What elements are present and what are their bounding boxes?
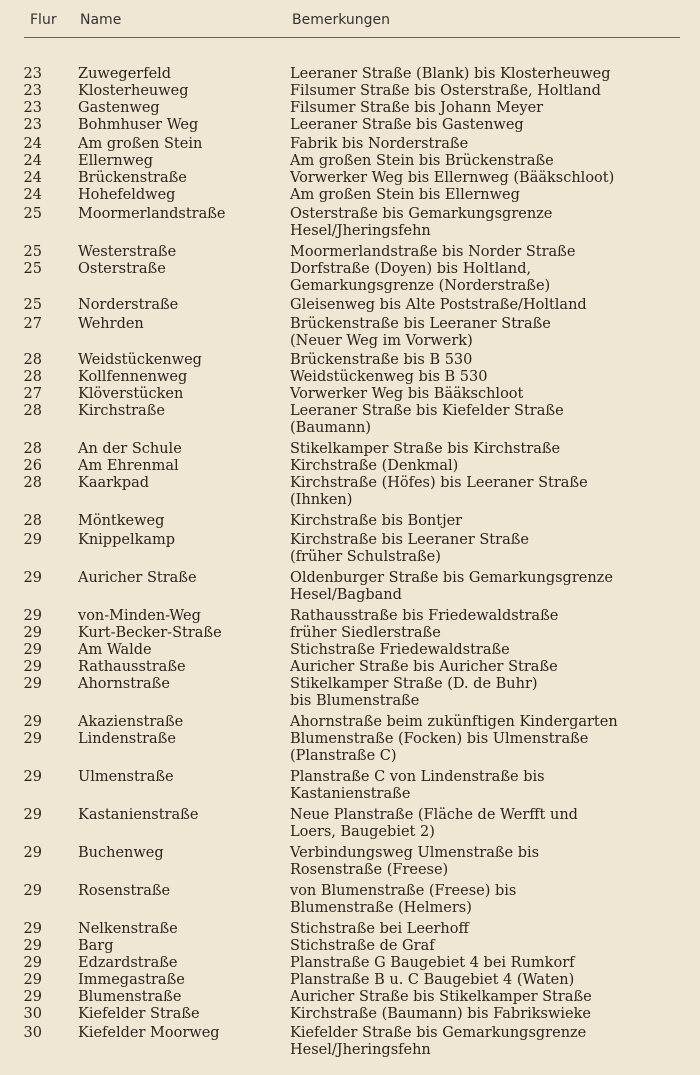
remarks-cell bbox=[290, 117, 690, 134]
table-row bbox=[0, 807, 700, 841]
remarks-line: Am großen Stein bis Brückenstraße bbox=[290, 153, 554, 169]
remarks-cell bbox=[290, 570, 690, 604]
remarks-line: Ahornstraße beim zukünftigen Kindergarten bbox=[290, 714, 618, 730]
street-name-cell: Kaarkpad bbox=[78, 475, 150, 491]
street-name-cell: An der Schule bbox=[78, 441, 182, 457]
table-row bbox=[0, 136, 700, 153]
remarks-line: Brückenstraße bis Leeraner Straße bbox=[290, 316, 551, 332]
street-name-cell: Norderstraße bbox=[78, 297, 179, 313]
remarks-cell bbox=[290, 369, 690, 386]
remarks-line: Leeraner Straße bis Gastenweg bbox=[290, 117, 524, 133]
header-flur: Flur bbox=[30, 12, 57, 28]
table-row bbox=[0, 458, 700, 475]
table-row bbox=[0, 955, 700, 972]
flur-cell: 23 bbox=[23, 66, 42, 82]
street-name-cell: Moormerlandstraße bbox=[78, 206, 226, 222]
remarks-cell bbox=[290, 66, 690, 83]
table-row bbox=[0, 441, 700, 458]
table-row bbox=[0, 1006, 700, 1023]
table-row bbox=[0, 170, 700, 187]
remarks-cell bbox=[290, 153, 690, 170]
flur-cell: 27 bbox=[23, 316, 42, 332]
flur-cell: 29 bbox=[23, 845, 42, 861]
flur-cell: 29 bbox=[23, 642, 42, 658]
table-row bbox=[0, 352, 700, 369]
street-name-cell: Gastenweg bbox=[78, 100, 160, 116]
remarks-line: Gleisenweg bis Alte Poststraße/Holtland bbox=[290, 297, 587, 313]
flur-cell: 26 bbox=[23, 458, 42, 474]
flur-cell: 29 bbox=[23, 938, 42, 954]
street-name-cell: Rathausstraße bbox=[78, 659, 186, 675]
table-row bbox=[0, 117, 700, 134]
flur-cell: 25 bbox=[23, 297, 42, 313]
remarks-cell bbox=[290, 714, 690, 731]
flur-cell: 28 bbox=[23, 403, 42, 419]
table-row bbox=[0, 845, 700, 879]
remarks-line: Leeraner Straße (Blank) bis Klosterheuweg bbox=[290, 66, 611, 82]
street-name-cell: Brückenstraße bbox=[78, 170, 187, 186]
remarks-line: Kirchstraße bis Leeraner Straße bbox=[290, 532, 529, 548]
table-row bbox=[0, 475, 700, 509]
remarks-line: (Ihnken) bbox=[290, 492, 353, 508]
flur-cell: 29 bbox=[23, 807, 42, 823]
street-name-cell: Weidstückenweg bbox=[78, 352, 202, 368]
street-name-cell: Osterstraße bbox=[78, 261, 166, 277]
remarks-line: Loers, Baugebiet 2) bbox=[290, 824, 435, 840]
remarks-line: (Baumann) bbox=[290, 420, 372, 436]
table-row bbox=[0, 731, 700, 765]
remarks-cell bbox=[290, 883, 690, 917]
remarks-line: Hesel/Jheringsfehn bbox=[290, 223, 431, 239]
street-name-cell: von-Minden-Weg bbox=[78, 608, 201, 624]
table-row bbox=[0, 676, 700, 710]
remarks-line: Filsumer Straße bis Osterstraße, Holtland bbox=[290, 83, 601, 99]
flur-cell: 29 bbox=[23, 532, 42, 548]
street-name-cell: Buchenweg bbox=[78, 845, 164, 861]
street-name-cell: Ellernweg bbox=[78, 153, 153, 169]
table-row bbox=[0, 769, 700, 803]
remarks-line: Vorwerker Weg bis Ellernweg (Bääkschloot) bbox=[290, 170, 615, 186]
street-name-cell: Auricher Straße bbox=[78, 570, 197, 586]
flur-cell: 29 bbox=[23, 921, 42, 937]
flur-cell: 29 bbox=[23, 989, 42, 1005]
remarks-line: früher Siedlerstraße bbox=[290, 625, 441, 641]
flur-cell: 29 bbox=[23, 955, 42, 971]
street-name-cell: Möntkeweg bbox=[78, 513, 165, 529]
table-row bbox=[0, 659, 700, 676]
remarks-line: Kastanienstraße bbox=[290, 786, 411, 802]
flur-cell: 27 bbox=[23, 386, 42, 402]
table-row bbox=[0, 972, 700, 989]
remarks-cell bbox=[290, 170, 690, 187]
flur-cell: 29 bbox=[23, 570, 42, 586]
remarks-cell bbox=[290, 475, 690, 509]
remarks-line: Planstraße C von Lindenstraße bis bbox=[290, 769, 545, 785]
remarks-line: von Blumenstraße (Freese) bis bbox=[290, 883, 517, 899]
remarks-line: Stichstraße Friedewaldstraße bbox=[290, 642, 510, 658]
table-row bbox=[0, 608, 700, 625]
remarks-line: Kirchstraße bis Bontjer bbox=[290, 513, 463, 529]
remarks-cell bbox=[290, 676, 690, 710]
flur-cell: 23 bbox=[23, 117, 42, 133]
street-name-cell: Westerstraße bbox=[78, 244, 177, 260]
remarks-line: Filsumer Straße bis Johann Meyer bbox=[290, 100, 544, 116]
remarks-cell bbox=[290, 921, 690, 938]
flur-cell: 29 bbox=[23, 769, 42, 785]
remarks-cell bbox=[290, 206, 690, 240]
remarks-line: Vorwerker Weg bis Bääkschloot bbox=[290, 386, 524, 402]
street-table bbox=[0, 66, 700, 1059]
remarks-line: (früher Schulstraße) bbox=[290, 549, 441, 565]
remarks-cell bbox=[290, 625, 690, 642]
street-name-cell: Akazienstraße bbox=[78, 714, 184, 730]
flur-cell: 25 bbox=[23, 206, 42, 222]
remarks-cell bbox=[290, 513, 690, 530]
street-name-cell: Knippelkamp bbox=[78, 532, 176, 548]
remarks-line: Stikelkamper Straße (D. de Buhr) bbox=[290, 676, 538, 692]
flur-cell: 29 bbox=[23, 714, 42, 730]
flur-cell: 29 bbox=[23, 883, 42, 899]
table-row bbox=[0, 369, 700, 386]
street-name-cell: Blumenstraße bbox=[78, 989, 182, 1005]
remarks-cell bbox=[290, 938, 690, 955]
header-divider bbox=[24, 37, 680, 38]
table-row bbox=[0, 513, 700, 530]
table-row bbox=[0, 206, 700, 240]
flur-cell: 29 bbox=[23, 676, 42, 692]
flur-cell: 29 bbox=[23, 625, 42, 641]
remarks-line: Kirchstraße (Höfes) bis Leeraner Straße bbox=[290, 475, 588, 491]
street-name-cell: Am Ehrenmal bbox=[78, 458, 179, 474]
flur-cell: 25 bbox=[23, 261, 42, 277]
remarks-cell bbox=[290, 100, 690, 117]
remarks-line: Stikelkamper Straße bis Kirchstraße bbox=[290, 441, 561, 457]
street-name-cell: Klosterheuweg bbox=[78, 83, 189, 99]
remarks-cell bbox=[290, 955, 690, 972]
remarks-cell bbox=[290, 731, 690, 765]
remarks-line: Fabrik bis Norderstraße bbox=[290, 136, 469, 152]
table-row bbox=[0, 386, 700, 403]
remarks-cell bbox=[290, 136, 690, 153]
remarks-cell bbox=[290, 441, 690, 458]
street-name-cell: Edzardstraße bbox=[78, 955, 178, 971]
remarks-cell bbox=[290, 1025, 690, 1059]
remarks-cell bbox=[290, 261, 690, 295]
header-name: Name bbox=[80, 12, 122, 28]
flur-cell: 28 bbox=[23, 513, 42, 529]
street-name-cell: Kiefelder Moorweg bbox=[78, 1025, 220, 1041]
remarks-line: Auricher Straße bis Auricher Straße bbox=[290, 659, 558, 675]
flur-cell: 24 bbox=[23, 170, 42, 186]
remarks-line: Rathausstraße bis Friedewaldstraße bbox=[290, 608, 559, 624]
remarks-cell bbox=[290, 989, 690, 1006]
remarks-line: Am großen Stein bis Ellernweg bbox=[290, 187, 520, 203]
remarks-cell bbox=[290, 972, 690, 989]
remarks-line: Weidstückenweg bis B 530 bbox=[290, 369, 488, 385]
flur-cell: 28 bbox=[23, 369, 42, 385]
remarks-line: (Planstraße C) bbox=[290, 748, 397, 764]
remarks-line: Blumenstraße (Helmers) bbox=[290, 900, 472, 916]
remarks-line: Leeraner Straße bis Kiefelder Straße bbox=[290, 403, 564, 419]
remarks-line: Osterstraße bis Gemarkungsgrenze bbox=[290, 206, 553, 222]
remarks-cell bbox=[290, 403, 690, 437]
street-name-cell: Zuwegerfeld bbox=[78, 66, 172, 82]
street-name-cell: Kollfennenweg bbox=[78, 369, 188, 385]
remarks-line: Neue Planstraße (Fläche de Werfft und bbox=[290, 807, 578, 823]
remarks-cell bbox=[290, 845, 690, 879]
remarks-line: (Neuer Weg im Vorwerk) bbox=[290, 333, 473, 349]
remarks-line: Kirchstraße (Denkmal) bbox=[290, 458, 459, 474]
remarks-line: Stichstraße de Graf bbox=[290, 938, 435, 954]
table-row bbox=[0, 883, 700, 917]
table-row bbox=[0, 989, 700, 1006]
flur-cell: 25 bbox=[23, 244, 42, 260]
remarks-cell bbox=[290, 608, 690, 625]
flur-cell: 30 bbox=[23, 1025, 42, 1041]
remarks-cell bbox=[290, 187, 690, 204]
flur-cell: 29 bbox=[23, 731, 42, 747]
remarks-line: Verbindungsweg Ulmenstraße bis bbox=[290, 845, 540, 861]
street-name-cell: Kirchstraße bbox=[78, 403, 165, 419]
remarks-line: bis Blumenstraße bbox=[290, 693, 420, 709]
remarks-line: Hesel/Jheringsfehn bbox=[290, 1042, 431, 1058]
remarks-cell bbox=[290, 1006, 690, 1023]
remarks-line: Kiefelder Straße bis Gemarkungsgrenze bbox=[290, 1025, 587, 1041]
remarks-line: Stichstraße bei Leerhoff bbox=[290, 921, 469, 937]
street-name-cell: Kurt-Becker-Straße bbox=[78, 625, 222, 641]
flur-cell: 24 bbox=[23, 153, 42, 169]
table-row bbox=[0, 100, 700, 117]
table-row bbox=[0, 316, 700, 350]
remarks-cell bbox=[290, 642, 690, 659]
flur-cell: 28 bbox=[23, 352, 42, 368]
street-name-cell: Bohmhuser Weg bbox=[78, 117, 199, 133]
remarks-cell bbox=[290, 83, 690, 100]
street-name-cell: Am großen Stein bbox=[78, 136, 203, 152]
remarks-cell bbox=[290, 352, 690, 369]
table-header bbox=[0, 0, 700, 34]
street-name-cell: Rosenstraße bbox=[78, 883, 171, 899]
table-row bbox=[0, 187, 700, 204]
flur-cell: 24 bbox=[23, 187, 42, 203]
street-name-cell: Barg bbox=[78, 938, 114, 954]
table-row bbox=[0, 403, 700, 437]
remarks-line: Planstraße G Baugebiet 4 bei Rumkorf bbox=[290, 955, 575, 971]
street-name-cell: Ulmenstraße bbox=[78, 769, 174, 785]
street-name-cell: Klöverstücken bbox=[78, 386, 184, 402]
street-name-cell: Wehrden bbox=[78, 316, 144, 332]
flur-cell: 28 bbox=[23, 441, 42, 457]
flur-cell: 30 bbox=[23, 1006, 42, 1022]
table-row bbox=[0, 642, 700, 659]
street-name-cell: Nelkenstraße bbox=[78, 921, 178, 937]
remarks-line: Auricher Straße bis Stikelkamper Straße bbox=[290, 989, 592, 1005]
remarks-line: Dorfstraße (Doyen) bis Holtland, bbox=[290, 261, 532, 277]
street-name-cell: Hohefeldweg bbox=[78, 187, 176, 203]
remarks-cell bbox=[290, 532, 690, 566]
remarks-cell bbox=[290, 458, 690, 475]
remarks-cell bbox=[290, 316, 690, 350]
flur-cell: 29 bbox=[23, 659, 42, 675]
table-row bbox=[0, 244, 700, 261]
table-row bbox=[0, 938, 700, 955]
remarks-cell bbox=[290, 386, 690, 403]
table-row bbox=[0, 921, 700, 938]
flur-cell: 23 bbox=[23, 100, 42, 116]
flur-cell: 28 bbox=[23, 475, 42, 491]
remarks-cell bbox=[290, 659, 690, 676]
flur-cell: 29 bbox=[23, 972, 42, 988]
remarks-line: Gemarkungsgrenze (Norderstraße) bbox=[290, 278, 551, 294]
table-row bbox=[0, 1025, 700, 1059]
remarks-cell bbox=[290, 807, 690, 841]
header-bemerkungen: Bemerkungen bbox=[292, 12, 391, 28]
remarks-line: Oldenburger Straße bis Gemarkungsgrenze bbox=[290, 570, 613, 586]
street-name-cell: Ahornstraße bbox=[78, 676, 170, 692]
remarks-line: Brückenstraße bis B 530 bbox=[290, 352, 473, 368]
remarks-line: Planstraße B u. C Baugebiet 4 (Waten) bbox=[290, 972, 575, 988]
street-name-cell: Am Walde bbox=[78, 642, 152, 658]
remarks-line: Kirchstraße (Baumann) bis Fabrikswieke bbox=[290, 1006, 591, 1022]
remarks-cell bbox=[290, 769, 690, 803]
table-row bbox=[0, 297, 700, 314]
table-row bbox=[0, 714, 700, 731]
remarks-cell bbox=[290, 297, 690, 314]
table-row bbox=[0, 570, 700, 604]
remarks-line: Rosenstraße (Freese) bbox=[290, 862, 449, 878]
remarks-line: Moormerlandstraße bis Norder Straße bbox=[290, 244, 576, 260]
street-name-cell: Kiefelder Straße bbox=[78, 1006, 200, 1022]
flur-cell: 24 bbox=[23, 136, 42, 152]
street-name-cell: Immegastraße bbox=[78, 972, 185, 988]
remarks-line: Blumenstraße (Focken) bis Ulmenstraße bbox=[290, 731, 589, 747]
remarks-line: Hesel/Bagband bbox=[290, 587, 402, 603]
table-row bbox=[0, 153, 700, 170]
street-name-cell: Kastanienstraße bbox=[78, 807, 199, 823]
remarks-cell bbox=[290, 244, 690, 261]
table-row bbox=[0, 261, 700, 295]
table-row bbox=[0, 532, 700, 566]
table-row bbox=[0, 625, 700, 642]
street-name-cell: Lindenstraße bbox=[78, 731, 176, 747]
flur-cell: 29 bbox=[23, 608, 42, 624]
table-row bbox=[0, 83, 700, 100]
table-row bbox=[0, 66, 700, 83]
flur-cell: 23 bbox=[23, 83, 42, 99]
